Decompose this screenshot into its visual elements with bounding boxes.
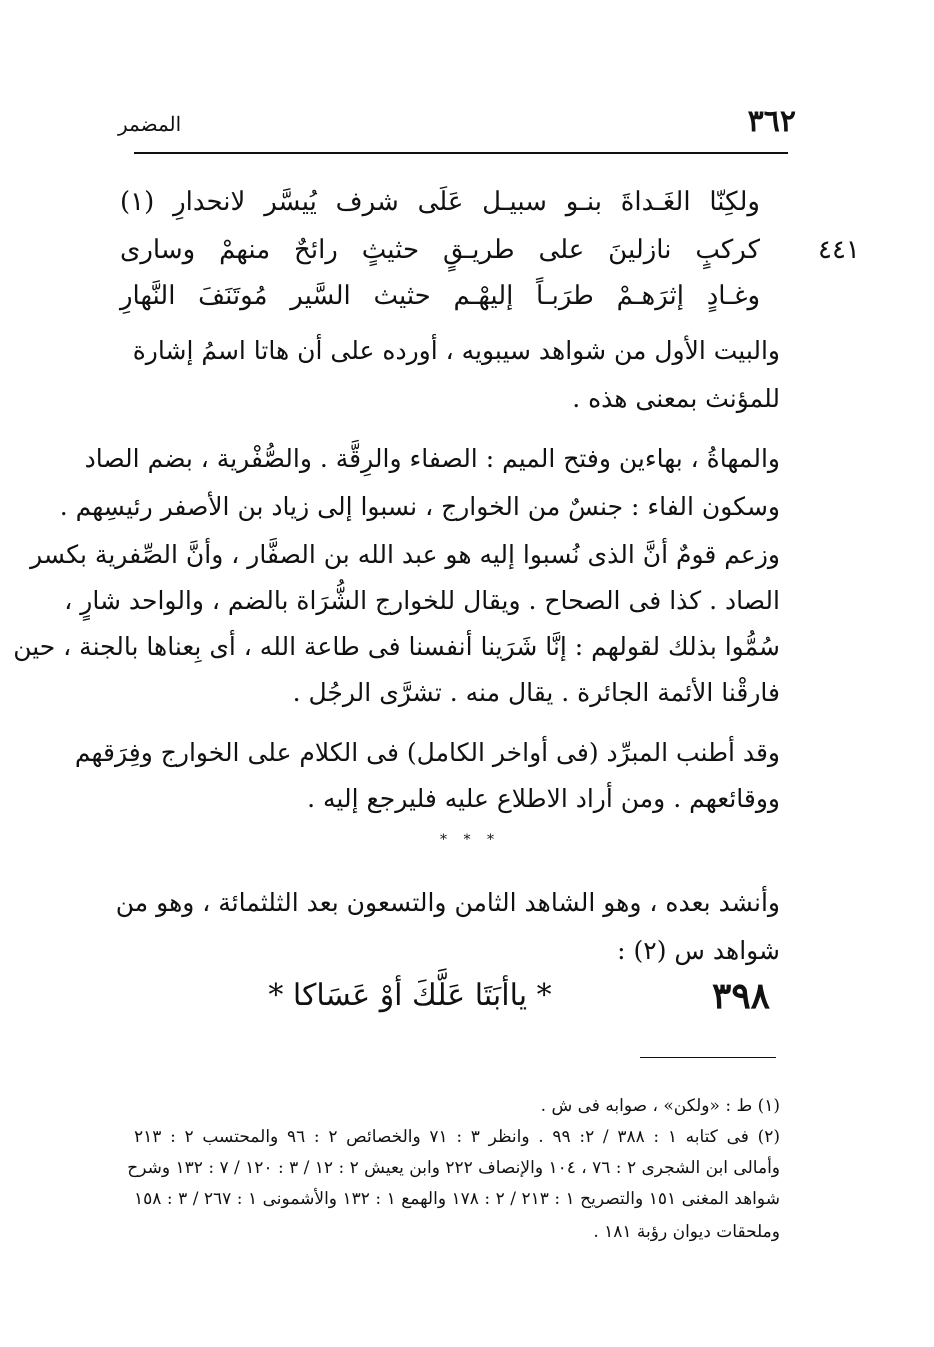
footnote-line: (٢) فى كتابه ١ : ٣٨٨ / ٢: ٩٩ . وانظر ٣ : ٧١ والخصائص ٢ : ٩٦ والمحتسب ٢ : ٢١٣ bbox=[134, 1127, 780, 1147]
footnote-line: شواهد المغنى ١٥١ والتصريح ١ : ٢١٣ / ٢ : ١٧٨ والهمع ١ : ١٣٢ والأشمونى ١ : ٢٦٧ / ٣ : ١٥٨ bbox=[134, 1189, 780, 1209]
paragraph-line: سُمُّوا بذلك لقولهم : إنَّا شَرَينا أنفسنا فى طاعة الله ، أى بِعناها بالجنة ، حين bbox=[13, 632, 780, 661]
paragraph-line: للمؤنث بمعنى هذه . bbox=[572, 384, 780, 413]
verse-line: وغـادٍ إثرَهـمْ طرَبـاً إليهْـم حثيث السَّير مُوتَنَفَ النَّهارِ bbox=[120, 281, 760, 311]
paragraph-line: والبيت الأول من شواهد سيبويه ، أورده على أن هاتا اسمُ إشارة bbox=[132, 336, 780, 365]
header-divider bbox=[134, 152, 788, 154]
footnote-divider bbox=[640, 1057, 776, 1058]
page-number: ٣٦٢ bbox=[747, 104, 796, 139]
paragraph-line: فارقْنا الأئمة الجائرة . يقال منه . تشرَّى الرجُل . bbox=[292, 678, 780, 707]
paragraph-line: الصاد . كذا فى الصحاح . ويقال للخوارج الشُّرَاة بالضم ، والواحد شارٍ ، bbox=[64, 586, 780, 615]
verse-number: ٤٤١ bbox=[818, 235, 860, 265]
paragraph-line: والمهاةُ ، بهاءين وفتح الميم : الصفاء والرِقَّة . والصُّفْرية ، بضم الصاد bbox=[84, 444, 780, 473]
paragraph-line: وقد أطنب المبرِّد (فى أواخر الكامل) فى الكلام على الخوارج وفِرَقهم bbox=[74, 738, 780, 767]
paragraph-line: وزعم قومٌ أنَّ الذى نُسبوا إليه هو عبد الله بن الصفَّار ، وأنَّ الصِّفرية بكسر bbox=[30, 540, 780, 569]
footnote-line: وأمالى ابن الشجرى ٢ : ٧٦ ، ١٠٤ والإنصاف ٢٢٢ وابن يعيش ٢ : ١٢ / ٣ : ١٢٠ / ٧ : ١٣٢ وشرح bbox=[127, 1158, 780, 1178]
paragraph-line: ووقائعهم . ومن أراد الاطلاع عليه فليرجع إليه . bbox=[307, 784, 780, 813]
shahid-verse: * ياأبَتَا عَلَّكَ أوْ عَسَاكا * bbox=[268, 978, 552, 1013]
section-title: المضمر bbox=[118, 112, 182, 136]
footnote-line: وملحقات ديوان رؤبة ١٨١ . bbox=[593, 1222, 780, 1242]
shahid-number: ٣٩٨ bbox=[712, 975, 771, 1017]
section-separator: * * * bbox=[440, 832, 500, 848]
paragraph-line: شواهد س (٢) : bbox=[617, 936, 780, 965]
verse-line: كركبٍ نازلينَ على طريـقٍ حثيثٍ رائحٌ منهمْ وسارى bbox=[120, 235, 760, 265]
paragraph-line: وسكون الفاء : جنسٌ من الخوارج ، نسبوا إلى زياد بن الأصفر رئيسِهم . bbox=[59, 492, 780, 521]
footnote-line: (١) ط : «ولكن» ، صوابه فى ش . bbox=[540, 1096, 780, 1116]
verse-line: ولكِنّا الغَـداةَ بنـو سبيـل عَلَى شرف يُيسَّر لانحدارِ (١) bbox=[120, 187, 760, 217]
paragraph-line: وأنشد بعده ، وهو الشاهد الثامن والتسعون بعد الثلثمائة ، وهو من bbox=[115, 888, 780, 917]
